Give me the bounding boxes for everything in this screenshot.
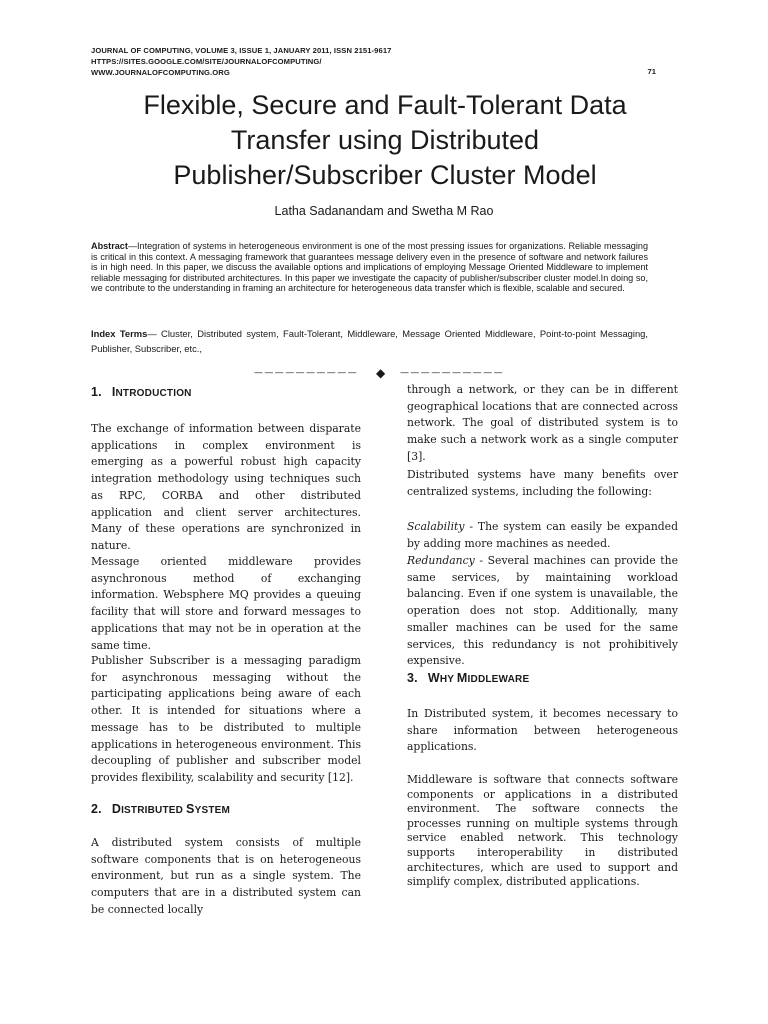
title-line-2: Transfer using Distributed [230, 125, 540, 155]
abstract-text: Integration of systems in heterogeneous environment is one of the most pressing issues for organizations. Reliable messaging is critical in this context. A messaging framework that guarantees message delivery even in the presence of software and network failures is in high need. In this paper, we discuss the available options and implications of employing Message Oriented Middleware to implement reliable messaging for distributed architectures. In this paper we investigate the capacity of publisher/subscriber cluster model.In doing so, we contribute to the understanding in framing an architecture for heterogeneous data transfer which is flexible, scalable and secured. [91, 241, 648, 294]
abstract-dash: — [127, 241, 137, 251]
section-separator [254, 368, 514, 382]
section-heading-introduction: 1. INTRODUCTION [91, 385, 192, 399]
paper-title [60, 88, 710, 193]
title-line-3: Publisher/Subscriber Cluster Model [173, 160, 597, 190]
journal-header [91, 45, 651, 78]
redundancy-label: Redundancy [407, 554, 475, 567]
scalability-text: - The system can easily be expanded by adding more machines as needed. [407, 520, 678, 550]
journal-url: HTTPS://SITES.GOOGLE.COM/SITE/JOURNALOFCOMPUTING/ [91, 57, 322, 66]
intro-paragraph-1: The exchange of information between disparate applications in complex environment is emerging as a powerful robust high capacity integration methodology using techniques such as RPC, CORBA and other distributed application and client server architectures. Many of these operations are synchronized in nature. [91, 422, 361, 552]
index-terms-text: Cluster, Distributed system, Fault-Tolerant, Middleware, Message Oriented Middleware, Point-to-point Messaging, Publisher, Subscriber, etc., [91, 328, 648, 354]
section-heading-distributed-system: 2. DISTRIBUTED SYSTEM [91, 802, 231, 816]
authors: Latha Sadanandam and Swetha M Rao [274, 204, 494, 218]
abstract [91, 241, 648, 294]
page-number: 71 [647, 67, 656, 76]
distributed-paragraph-2: Distributed systems have many benefits over centralized systems, including the following: [407, 468, 678, 498]
middleware-paragraph-1: In Distributed system, it becomes necessary to share information between heterogeneous applications. [407, 707, 678, 754]
abstract-label: Abstract [91, 241, 128, 251]
diamond-icon: ◆ [376, 366, 386, 380]
journal-www: WWW.JOURNALOFCOMPUTING.ORG [91, 68, 230, 77]
index-terms-dash: — [147, 328, 157, 339]
distributed-paragraph-continued: through a network, or they can be in different geographical locations that are connected across network. The goal of distributed system is to make such a network work as a single computer [3]. [407, 383, 678, 463]
section-heading-why-middleware: 3. WHY MIDDLEWARE [407, 671, 530, 685]
separator-left-rule: —————————— [254, 368, 358, 378]
separator-right-rule: —————————— [400, 368, 504, 378]
intro-paragraph-3: Publisher Subscriber is a messaging paradigm for asynchronous messaging without the participating applications being aware of each other. It is intended for situations where a message has to be distributed to multiple applications in heterogeneous environment. This decoupling of publisher and subscriber model provides flexibility, scalability and security [12]. [91, 654, 361, 784]
redundancy-text: - Several machines can provide the same services, by maintaining workload balancing. Even if one system is unavailable, the operation does not stop. Additionally, many smaller machines can be used for the same services, this redundancy is not prohibitively expensive. [407, 554, 678, 668]
intro-paragraph-2: Message oriented middleware provides asynchronous method of exchanging information. Websphere MQ provides a queuing facility that will store and forward messages to applications that may not be in operation at the same time. [91, 555, 361, 652]
title-line-1: Flexible, Secure and Fault-Tolerant Data [143, 90, 627, 120]
index-terms-label: Index Terms [91, 328, 148, 339]
benefit-scalability [407, 519, 678, 552]
benefit-redundancy [407, 553, 678, 670]
middleware-paragraph-2: Middleware is software that connects software components or applications in a distributed environment. The software connects the processes running on multiple systems through service enabled network. This technology supports interoperability in distributed architectures, which are used to support and simplify complex, distributed applications. [407, 773, 678, 889]
scalability-label: Scalability [407, 520, 465, 533]
index-terms [91, 326, 648, 356]
journal-line: JOURNAL OF COMPUTING, VOLUME 3, ISSUE 1, JANUARY 2011, ISSN 2151-9617 [91, 46, 392, 55]
distributed-paragraph-1: A distributed system consists of multiple software components that is on heterogeneous environment, but run as a single system. The computers that are in a distributed system can be connected locally [91, 836, 361, 916]
